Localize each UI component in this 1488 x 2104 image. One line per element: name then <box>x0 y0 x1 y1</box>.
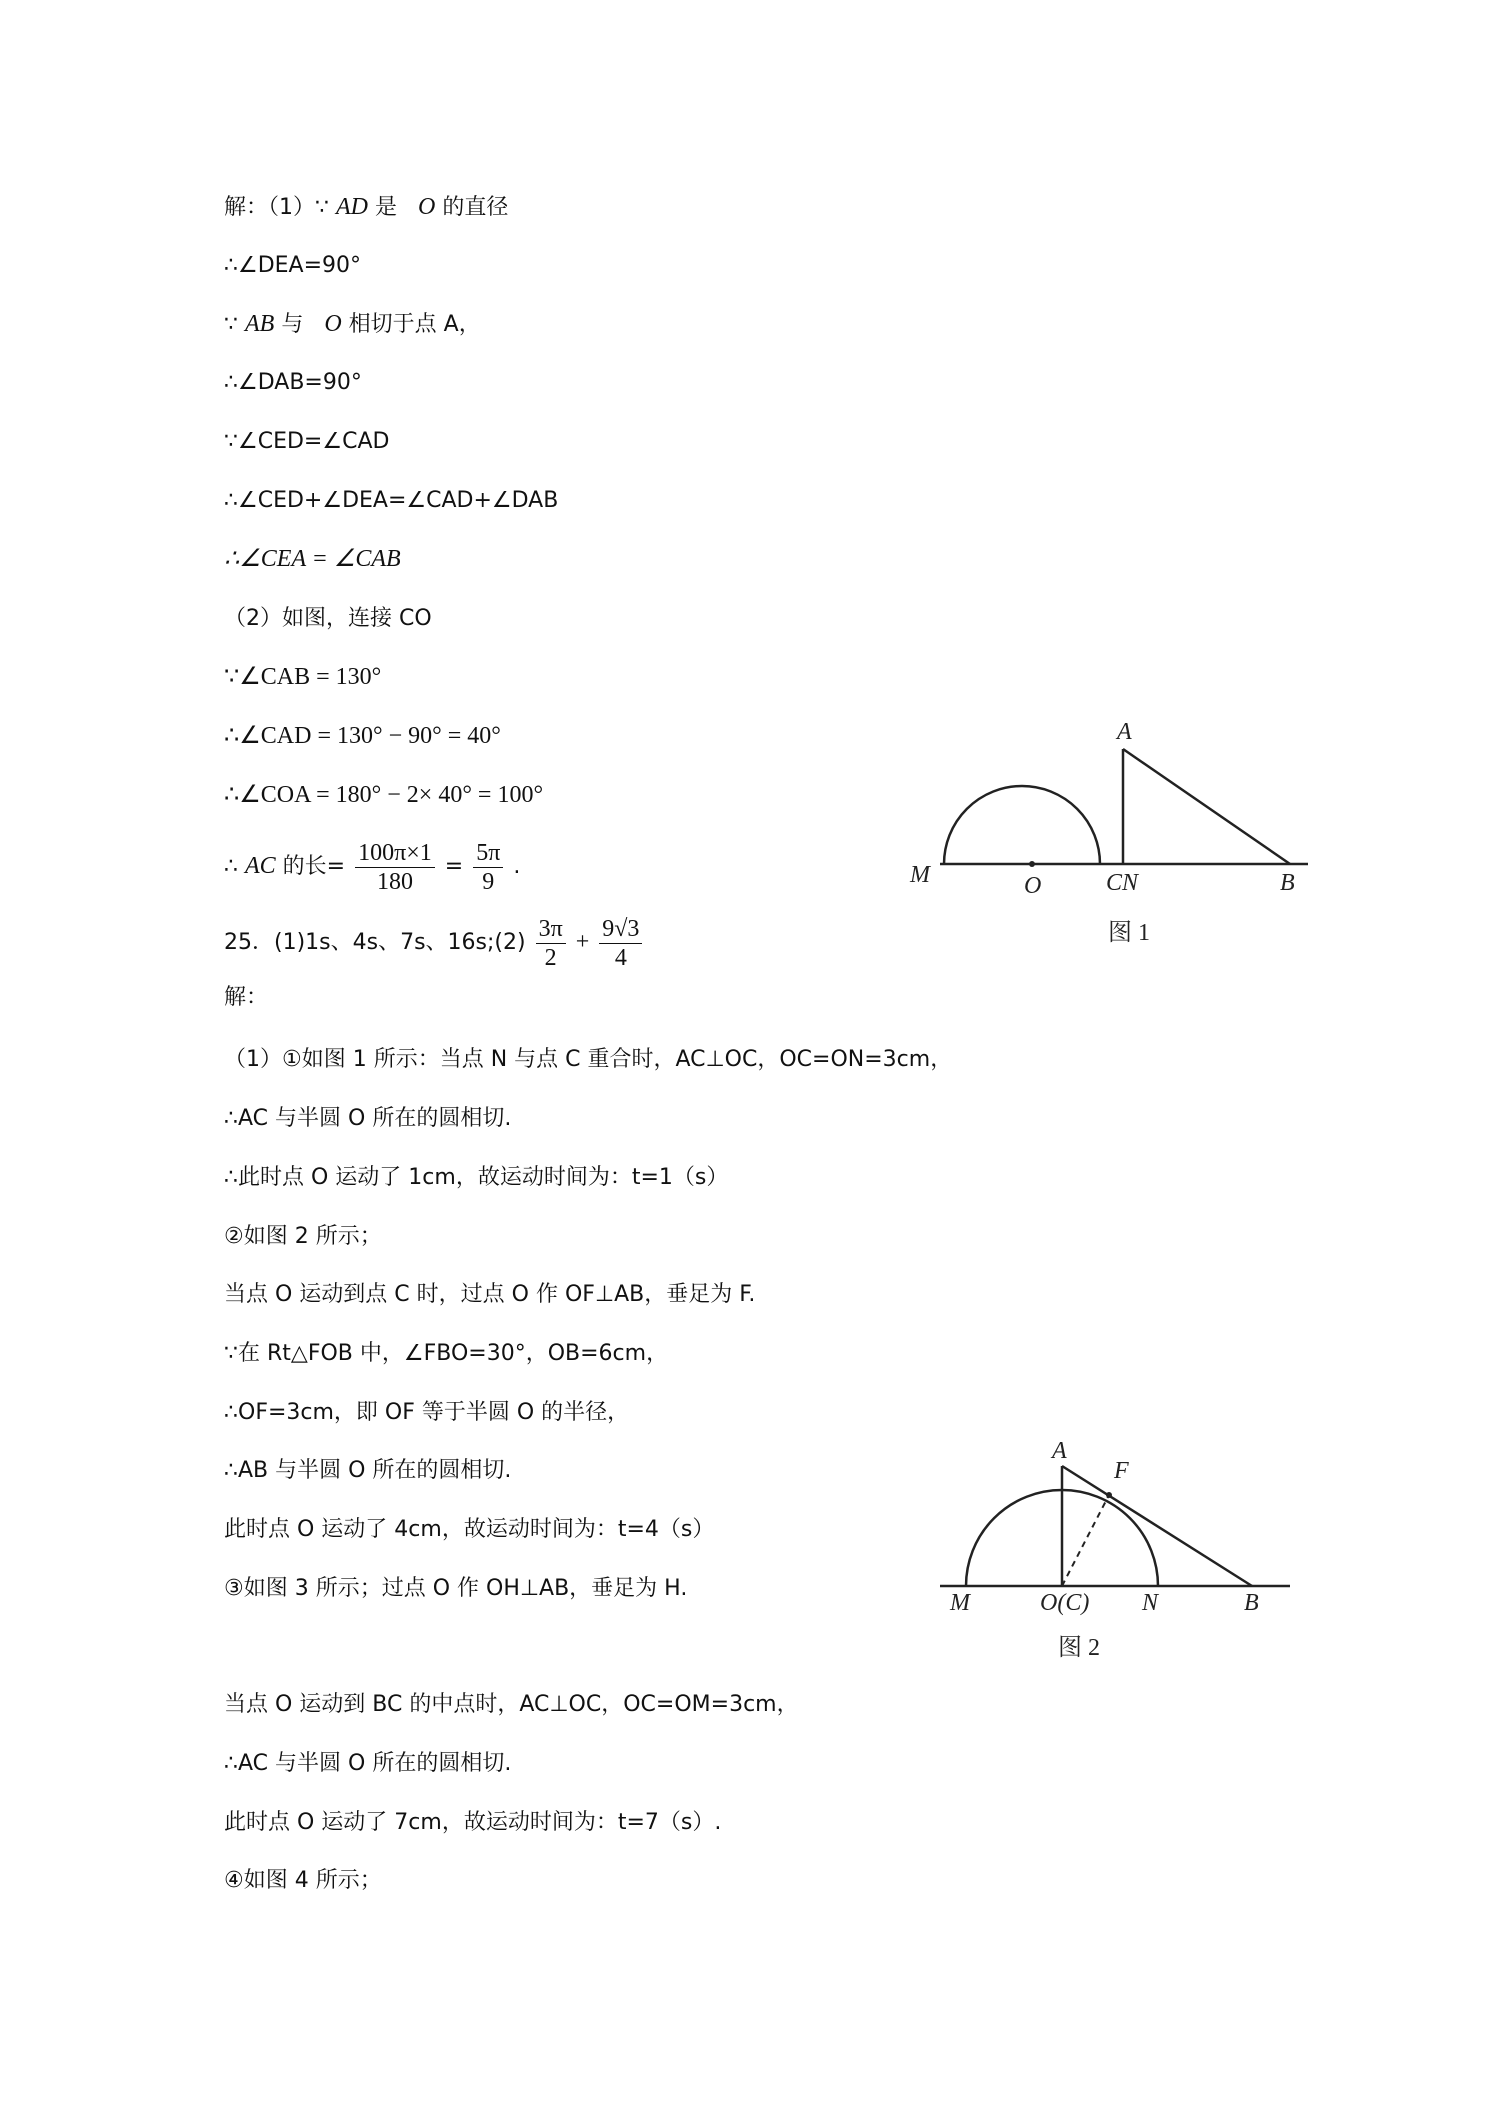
fraction <box>355 839 435 896</box>
line-text: 25．(1)1s、4s、7s、16s;(2) <box>224 930 526 955</box>
text-line: ∴∠CED+∠DEA=∠CAD+∠DAB <box>224 488 559 513</box>
text-line: 当点 O 运动到点 C 时，过点 O 作 OF⊥AB，垂足为 F. <box>224 1282 756 1307</box>
line-text: = <box>444 854 464 879</box>
segment-ab: AB <box>245 311 275 337</box>
fraction-numerator: 5π <box>473 839 503 868</box>
fraction <box>599 915 642 972</box>
tangent-point <box>1106 1492 1112 1498</box>
text-line <box>224 192 508 223</box>
label-m: M <box>950 1590 970 1616</box>
question-25-answer <box>224 912 645 973</box>
fraction <box>473 839 503 896</box>
text-line <box>224 721 501 752</box>
fraction-denominator: 4 <box>614 944 627 971</box>
text-line: ③如图 3 所示；过点 O 作 OH⊥AB，垂足为 H. <box>224 1576 688 1601</box>
label-a: A <box>1052 1438 1067 1464</box>
line-text: 是 <box>375 195 398 220</box>
label-n: N <box>1142 1590 1159 1616</box>
figure-1 <box>900 712 1320 952</box>
label-cn: CN <box>1106 870 1139 896</box>
text-line: ∴AC 与半圆 O 所在的圆相切. <box>224 1751 512 1776</box>
fraction-numerator: 3π <box>536 915 566 944</box>
figure-1-drawing <box>900 712 1320 952</box>
label-b: B <box>1244 1590 1259 1616</box>
semicircle <box>944 786 1100 864</box>
fraction <box>536 915 566 972</box>
line-text: ∴∠CAD = 130° − 90° = 40° <box>224 723 501 749</box>
label-a: A <box>1117 719 1132 745</box>
segment-ab <box>1123 749 1290 864</box>
fraction-numerator: 9√3 <box>599 915 642 944</box>
text-line: ∴AC 与半圆 O 所在的圆相切. <box>224 1106 512 1131</box>
text-line: 解： <box>224 985 269 1010</box>
text-line: （1）①如图 1 所示：当点 N 与点 C 重合时，AC⊥OC，OC=ON=3cm， <box>224 1047 953 1072</box>
figure-2 <box>932 1418 1312 1680</box>
center-point <box>1029 861 1035 867</box>
circle-o: O <box>324 311 342 337</box>
fraction-numerator: 100π×1 <box>355 839 435 868</box>
figure-2-drawing <box>932 1418 1312 1680</box>
text-line: ∴OF=3cm，即 OF 等于半圆 O 的半径， <box>224 1400 630 1425</box>
text-line: 此时点 O 运动了 4cm，故运动时间为：t=4（s） <box>224 1517 715 1542</box>
line-text: ∴ <box>224 854 238 879</box>
line-text: 与 <box>281 312 304 337</box>
text-line: ∵∠CED=∠CAD <box>224 429 390 454</box>
label-oc: O(C) <box>1040 1590 1090 1616</box>
line-text: . <box>513 854 521 879</box>
text-line: ④如图 4 所示； <box>224 1868 382 1893</box>
text-line: ∴此时点 O 运动了 1cm，故运动时间为：t=1（s） <box>224 1165 729 1190</box>
label-m: M <box>910 862 930 888</box>
text-line: ∴∠DAB=90° <box>224 370 362 395</box>
text-line: 此时点 O 运动了 7cm，故运动时间为：t=7（s）. <box>224 1810 722 1835</box>
figure-caption: 图 1 <box>1108 920 1150 946</box>
text-line <box>224 544 401 575</box>
line-text: 的长= <box>282 854 346 879</box>
label-b: B <box>1280 870 1295 896</box>
line-text: 相切于点 A， <box>348 312 481 337</box>
text-line <box>224 836 520 897</box>
label-f: F <box>1114 1458 1129 1484</box>
line-text: ∴∠COA = 180° − 2× 40° = 100° <box>224 782 544 808</box>
text-line <box>224 662 381 693</box>
text-line: ∴∠DEA=90° <box>224 253 362 278</box>
text-line: 当点 O 运动到 BC 的中点时，AC⊥OC，OC=OM=3cm， <box>224 1692 799 1717</box>
line-text: ∵∠CAB = 130° <box>224 664 382 690</box>
line-text: 的直径 <box>442 195 509 220</box>
segment-ad: AD <box>336 194 368 220</box>
line-text: ∴∠CEA = ∠CAB <box>224 546 401 572</box>
text-line: ②如图 2 所示； <box>224 1224 382 1249</box>
fraction-denominator: 2 <box>544 944 557 971</box>
text-line: （2）如图，连接 CO <box>224 606 432 631</box>
text-line <box>224 309 481 340</box>
line-text: 解：（1）∵ <box>224 195 329 220</box>
fraction-denominator: 180 <box>376 868 413 895</box>
text-line: ∴AB 与半圆 O 所在的圆相切. <box>224 1458 512 1483</box>
line-text: ∵ <box>224 312 238 337</box>
segment-of <box>1062 1495 1109 1586</box>
label-o: O <box>1024 873 1042 899</box>
text-line <box>224 780 543 811</box>
figure-caption: 图 2 <box>1058 1635 1100 1661</box>
plus-sign: + <box>575 929 590 955</box>
arc-ac: AC <box>245 853 276 879</box>
fraction-denominator: 9 <box>482 868 495 895</box>
circle-o: O <box>418 194 436 220</box>
text-line: ∵在 Rt△FOB 中，∠FBO=30°，OB=6cm， <box>224 1341 669 1366</box>
